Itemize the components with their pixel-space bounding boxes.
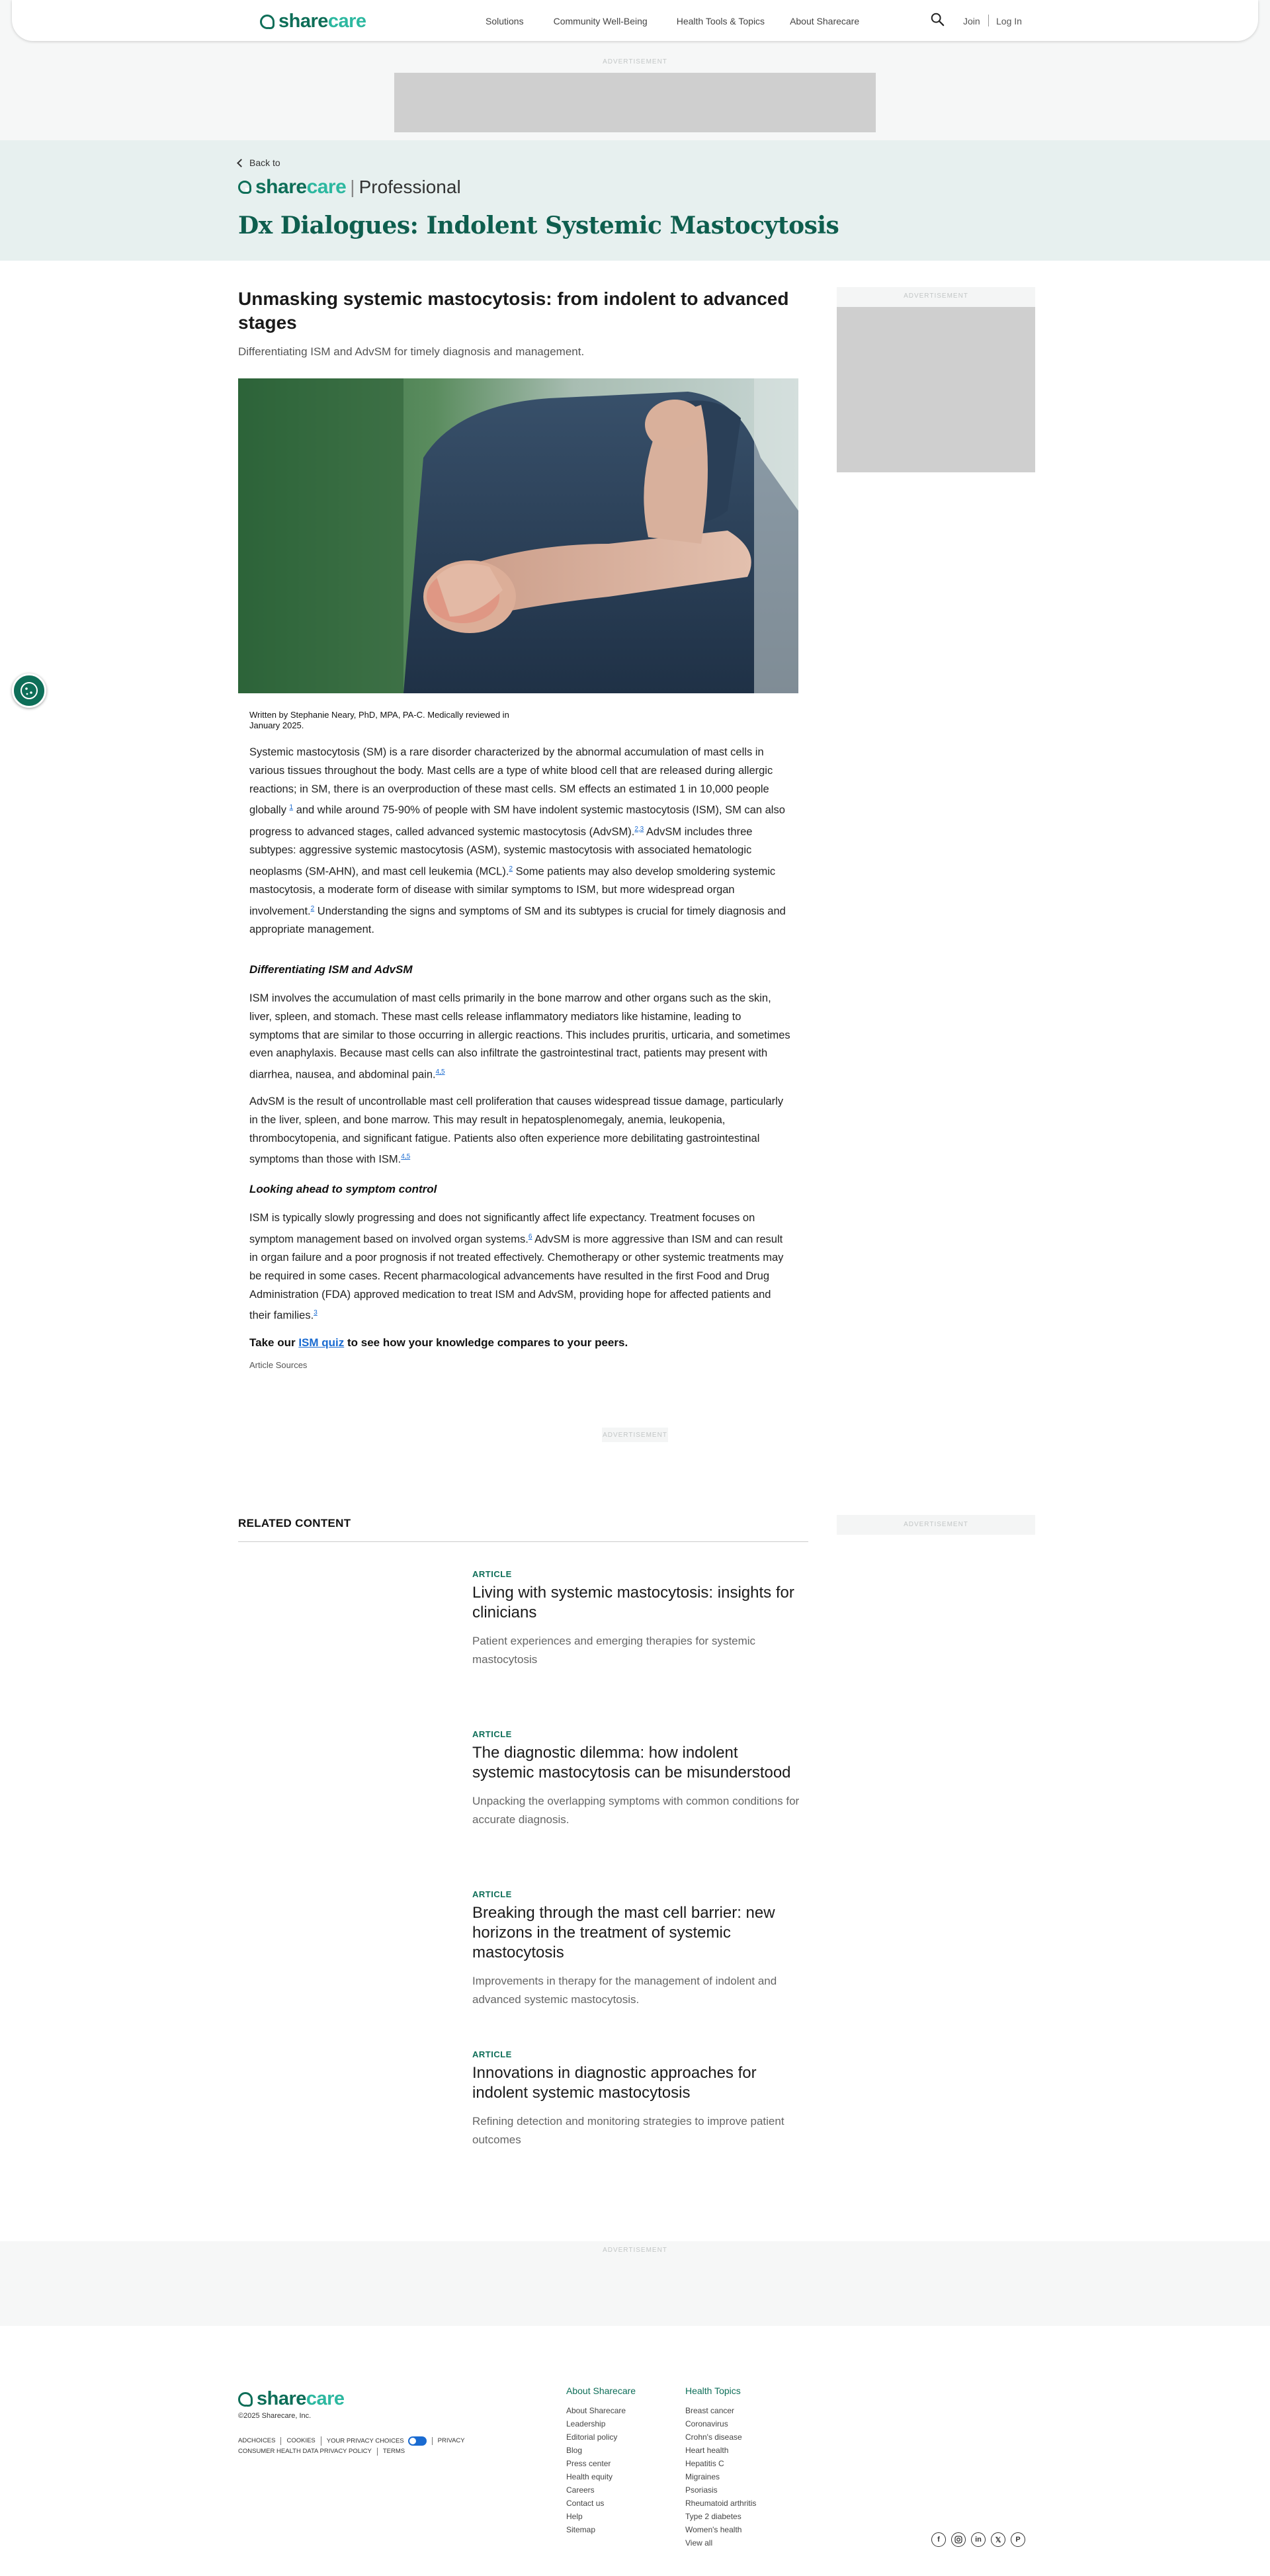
text-run: to see how your knowledge compares to your peers.	[344, 1336, 628, 1349]
footer-link[interactable]: Women's health	[685, 2525, 742, 2534]
related-article-title[interactable]: The diagnostic dilemma: how indolent systemic mastocytosis can be misunderstood	[472, 1744, 791, 1782]
logo-text-share: share	[255, 176, 307, 198]
logo-text-share: share	[257, 2388, 306, 2409]
footer-link[interactable]: Health equity	[566, 2472, 613, 2481]
related-article-description: Unpacking the overlapping symptoms with common conditions for accurate diagnosis.	[472, 1795, 800, 1826]
citation-link[interactable]: 3	[314, 1309, 318, 1317]
cookie-icon	[14, 675, 44, 706]
instagram-icon[interactable]	[951, 2532, 966, 2547]
citation-link[interactable]: 6	[528, 1232, 532, 1240]
related-article-title[interactable]: Living with systemic mastocytosis: insights for clinicians	[472, 1584, 794, 1621]
ism-quiz-link[interactable]: ISM quiz	[298, 1336, 345, 1349]
ad-label: ADVERTISEMENT	[603, 2247, 667, 2254]
related-article-card[interactable]	[472, 2049, 803, 2149]
article-paragraph-4	[249, 1209, 792, 1326]
sharecare-logo-icon	[238, 2392, 253, 2407]
section-heading-differentiating: Differentiating ISM and AdvSM	[249, 963, 413, 976]
related-side-ad[interactable]	[837, 1515, 1035, 1535]
article-type-label: ARTICLE	[472, 1729, 512, 1739]
footer-sharecare-logo[interactable]	[238, 2388, 345, 2410]
section-heading-looking-ahead: Looking ahead to symptom control	[249, 1183, 437, 1195]
footer-link[interactable]: Editorial policy	[566, 2432, 618, 2442]
logo-text-care: care	[306, 2388, 345, 2409]
sharecare-logo-icon	[260, 15, 275, 29]
citation-link[interactable]: 4,5	[435, 1068, 445, 1076]
footer-link[interactable]: Type 2 diabetes	[685, 2512, 741, 2521]
footer-link[interactable]: Help	[566, 2512, 583, 2521]
legal-links-row-1	[238, 2436, 529, 2446]
article-subtitle: Differentiating ISM and AdvSM for timely diagnosis and management.	[238, 345, 585, 358]
quiz-callout	[249, 1336, 628, 1350]
footer-link[interactable]: Hepatitis C	[685, 2459, 724, 2468]
header-divider	[988, 15, 989, 26]
footer-link[interactable]: Rheumatoid arthritis	[685, 2499, 757, 2508]
article-hero-image	[238, 378, 798, 693]
article-type-label: ARTICLE	[472, 1569, 512, 1579]
sharecare-logo-icon	[238, 181, 251, 194]
footer-link[interactable]: Crohn's disease	[685, 2432, 742, 2442]
logo-text-share: share	[278, 11, 328, 32]
x-icon[interactable]: 𝕏	[991, 2532, 1005, 2547]
citation-link[interactable]: 2,3	[634, 825, 644, 833]
consumer-health-data-privacy-link[interactable]: CONSUMER HEALTH DATA PRIVACY POLICY	[238, 2448, 372, 2455]
text-run: Take our	[249, 1336, 299, 1349]
article-paragraph-2	[249, 990, 792, 1084]
related-article-description: Improvements in therapy for the management of indolent and advanced systemic mastocytosis.	[472, 1975, 777, 2006]
footer-link[interactable]: View all	[685, 2538, 713, 2548]
terms-link[interactable]: TERMS	[377, 2448, 410, 2456]
article-type-label: ARTICLE	[472, 1889, 512, 1899]
back-link[interactable]	[238, 157, 280, 168]
cookie-settings-button[interactable]	[12, 673, 46, 708]
site-header	[12, 0, 1258, 41]
text-run: Some patients may also develop smoldering systemic mastocytosis, a moderate form of disease with similar symptoms to ISM, but more widespread organ involvement.	[249, 865, 776, 918]
text-run: and while around 75-90% of people with SM have indolent systemic mastocytosis (ISM), SM can also progress to advanced stages, called advanced systemic mastocytosis (AdvSM).	[249, 804, 785, 838]
related-article-description: Patient experiences and emerging therapies for systemic mastocytosis	[472, 1635, 756, 1666]
text-run: ISM is typically slowly progressing and does not significantly affect life expectancy. Treatment focuses on symptom management based on involved organ systems.	[249, 1212, 755, 1246]
side-ad-slot[interactable]	[837, 307, 1035, 472]
footer-link[interactable]: Coronavirus	[685, 2419, 728, 2428]
citation-link[interactable]: 2	[310, 904, 315, 912]
footer-topics-column	[685, 2385, 756, 2550]
back-link-label: Back to	[249, 157, 280, 168]
logo-text-care: care	[327, 11, 366, 32]
footer-column-heading: About Sharecare	[566, 2385, 636, 2396]
article-title: Unmasking systemic mastocytosis: from indolent to advanced stages	[238, 288, 789, 333]
footer-column-heading: Health Topics	[685, 2385, 741, 2396]
nav-about[interactable]: About Sharecare	[790, 16, 860, 26]
footer-link[interactable]: Careers	[566, 2485, 595, 2495]
side-ad-container	[837, 287, 1035, 472]
privacy-link[interactable]: PRIVACY	[432, 2437, 470, 2445]
related-content-heading: RELATED CONTENT	[238, 1517, 351, 1529]
article-byline: Written by Stephanie Neary, PhD, MPA, PA-C. Medically reviewed in January 2025.	[249, 710, 509, 730]
related-article-title[interactable]: Innovations in diagnostic approaches for indolent systemic mastocytosis	[472, 2064, 757, 2102]
related-article-card[interactable]	[472, 1729, 803, 1829]
footer-link[interactable]: Blog	[566, 2446, 583, 2455]
footer-link[interactable]: Contact us	[566, 2499, 605, 2508]
related-article-title[interactable]: Breaking through the mast cell barrier: new horizons in the treatment of systemic mastocytosis	[472, 1904, 775, 1961]
citation-link[interactable]: 4,5	[401, 1153, 411, 1161]
footer-link[interactable]: Psoriasis	[685, 2485, 718, 2495]
related-divider	[238, 1541, 808, 1542]
privacy-choices-icon	[408, 2436, 427, 2446]
search-icon[interactable]	[930, 12, 945, 26]
privacy-choices-link[interactable]	[321, 2436, 432, 2446]
bottom-ad-band[interactable]	[0, 2241, 1270, 2326]
mid-ad-slot[interactable]	[602, 1428, 668, 1442]
copyright: ©2025 Sharecare, Inc.	[238, 2412, 312, 2420]
text-run: AdvSM includes three subtypes: aggressive systemic mastocytosis (ASM), systemic mastocytosis with associated hematologic neoplasms (SM-AHN), and mast cell leukemia (MCL).	[249, 826, 753, 878]
login-link[interactable]: Log In	[996, 16, 1022, 26]
linkedin-icon[interactable]: in	[971, 2532, 986, 2547]
top-ad-band	[0, 53, 1270, 140]
footer-link[interactable]: Sitemap	[566, 2525, 596, 2534]
privacy-choices-label: YOUR PRIVACY CHOICES	[326, 2437, 404, 2445]
related-article-description: Refining detection and monitoring strategies to improve patient outcomes	[472, 2115, 784, 2146]
text-run: AdvSM is more aggressive than ISM and can result in organ failure and a poor prognosis if not treated effectively. Chemotherapy or other systemic treatments may be required in some cases. Recent pharmacological advancements have resulted in the first Food and Drug Administration (FDA) approved medication to treat ISM and AdvSM, providing hope for affected patients and their families.	[249, 1233, 784, 1322]
legal-links-row-2	[238, 2448, 529, 2456]
footer-link[interactable]: Migraines	[685, 2472, 720, 2481]
text-run: Understanding the signs and symptoms of SM and its subtypes is crucial for timely diagnosis and appropriate management.	[249, 905, 786, 936]
top-ad-slot[interactable]	[394, 73, 876, 132]
footer-link[interactable]: Breast cancer	[685, 2406, 735, 2415]
ad-label: ADVERTISEMENT	[904, 292, 968, 300]
sharecare-logo[interactable]	[260, 11, 366, 32]
logo-text-care: care	[306, 176, 347, 198]
nav-solutions[interactable]: Solutions	[486, 16, 524, 26]
citation-link[interactable]: 1	[289, 804, 294, 812]
nav-community[interactable]: Community Well-Being	[553, 16, 648, 26]
header-band	[0, 0, 1270, 53]
ad-label: ADVERTISEMENT	[904, 1521, 968, 1528]
citation-link[interactable]: 2	[509, 865, 513, 873]
text-run: ISM involves the accumulation of mast cells primarily in the bone marrow and other organs such as the skin, liver, spleen, and stomach. These mast cells release inflammatory mediators like histamine, leading to symptoms that are similar to those occurring in allergic reactions. This includes pruritis, urticaria, and sometimes even anaphylaxis. Because mast cells can also infiltrate the gastrointestinal tract, patients may present with diarrhea, nausea, and abdominal pain.	[249, 992, 790, 1081]
hero-banner	[0, 140, 1270, 261]
nav-health-tools[interactable]: Health Tools & Topics	[676, 16, 765, 26]
ad-label: ADVERTISEMENT	[603, 1432, 667, 1439]
join-link[interactable]: Join	[963, 16, 980, 26]
article-paragraph-1	[249, 744, 792, 939]
ad-label: ADVERTISEMENT	[603, 58, 667, 65]
cookies-link[interactable]: COOKIES	[280, 2437, 320, 2445]
person-holding-elbow-illustration	[238, 378, 798, 693]
article-paragraph-3	[249, 1093, 792, 1170]
related-article-card[interactable]	[472, 1569, 803, 1669]
pinterest-icon[interactable]: P	[1011, 2532, 1025, 2547]
related-article-card[interactable]	[472, 1889, 803, 2009]
main-nav	[486, 16, 889, 26]
footer-link[interactable]: Heart health	[685, 2446, 729, 2455]
footer-link[interactable]: About Sharecare	[566, 2406, 626, 2415]
footer-about-column	[566, 2385, 636, 2536]
logo-text-professional: | Professional	[350, 177, 460, 198]
footer-link[interactable]: Press center	[566, 2459, 611, 2468]
adchoices-link[interactable]: ADCHOICES	[238, 2437, 276, 2444]
article-sources-toggle[interactable]: Article Sources	[249, 1360, 308, 1370]
footer-link[interactable]: Leadership	[566, 2419, 606, 2428]
sharecare-professional-logo[interactable]	[238, 176, 461, 198]
facebook-icon[interactable]: f	[931, 2532, 946, 2547]
series-title: Dx Dialogues: Indolent Systemic Mastocytosis	[238, 212, 839, 239]
chevron-left-icon	[237, 159, 245, 167]
text-run: AdvSM is the result of uncontrollable mast cell proliferation that causes widespread tissue damage, particularly in the liver, spleen, and bone marrow. This may result in hepatosplenomegaly, anemia, leukopenia, thrombocytopenia, and significant fatigue. Patients also often experience more debilitating gastrointestinal symptoms than those with ISM.	[249, 1095, 784, 1166]
text-run: Systemic mastocytosis (SM) is a rare disorder characterized by the abnormal accumulation of mast cells in various tissues throughout the body. Mast cells are a type of white blood cell that are released during allergic reactions; in SM, there is an overproduction of these mast cells. SM effects an estimated 1 in 10,000 people globally	[249, 746, 773, 816]
article-type-label: ARTICLE	[472, 2049, 512, 2059]
